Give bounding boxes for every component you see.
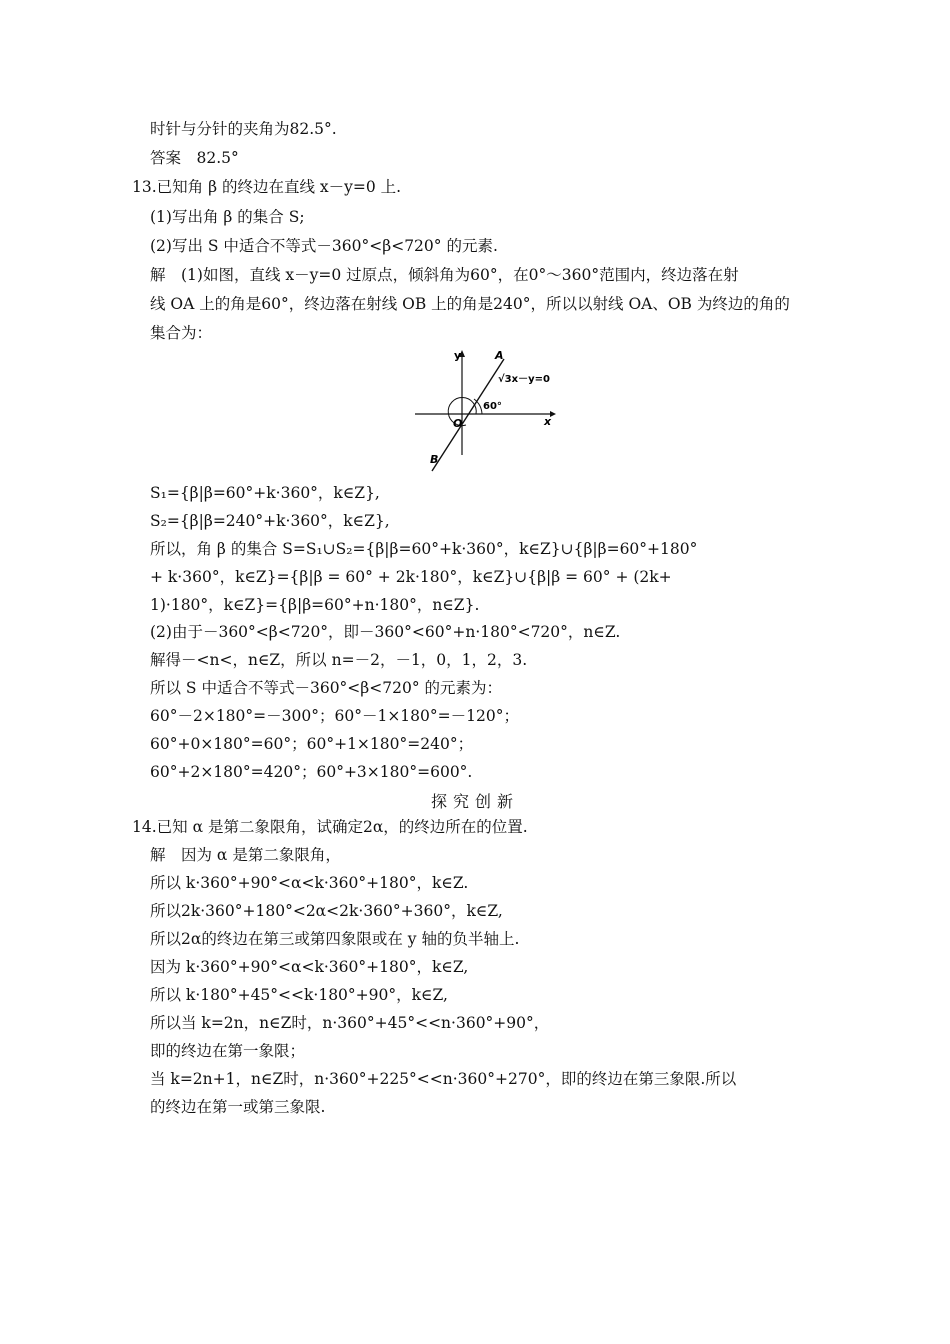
text-line: 所以2α的终边在第三或第四象限或在 y 轴的负半轴上. bbox=[150, 930, 520, 948]
text-line: 即的终边在第一象限； bbox=[150, 1042, 306, 1060]
problem-13-title: 13.已知角 β 的终边在直线 x－y=0 上. bbox=[132, 178, 402, 196]
text-line: 60°+0×180°=60°；60°+1×180°=240°； bbox=[150, 735, 474, 753]
point-a-label: A bbox=[495, 349, 504, 362]
text-line: 时针与分针的夹角为82.5°. bbox=[150, 120, 337, 138]
y-label: y bbox=[454, 349, 462, 362]
section-heading: 探究创新 bbox=[430, 792, 519, 811]
text-line: S₂={β|β=240°+k·360°，k∈Z}, bbox=[150, 512, 390, 530]
answer-line: 答案 82.5° bbox=[150, 149, 239, 167]
text-line: 60°+2×180°=420°；60°+3×180°=600°. bbox=[150, 763, 473, 781]
text-line: + k·360°，k∈Z}={β|β = 60° + 2k·180°，k∈Z}∪{β|β = 60° + (2k+ bbox=[150, 568, 672, 586]
text-line: 解 (1)如图，直线 x－y=0 过原点，倾斜角为60°，在0°～360°范围内，终边落在射 bbox=[150, 266, 739, 284]
equation-label: √3x－y=0 bbox=[498, 374, 550, 385]
text-line: 所以 k·180°+45°<<k·180°+90°，k∈Z, bbox=[150, 986, 448, 1004]
problem-14-title: 14.已知 α 是第二象限角，试确定2α，的终边所在的位置. bbox=[132, 818, 528, 836]
text-line: 因为 k·360°+90°<α<k·360°+180°，k∈Z, bbox=[150, 958, 469, 976]
text-line: (2)由于－360°<β<720°，即－360°<60°+n·180°<720°，n∈Z. bbox=[150, 623, 621, 641]
angle-figure bbox=[410, 345, 560, 475]
angle-label: 60° bbox=[483, 401, 502, 412]
text-line: 所以 S 中适合不等式－360°<β<720° 的元素为： bbox=[150, 679, 503, 697]
text-line: 1)·180°，k∈Z}={β|β=60°+n·180°，n∈Z}. bbox=[150, 596, 480, 614]
text-line: 所以2k·360°+180°<2α<2k·360°+360°，k∈Z, bbox=[150, 902, 503, 920]
text-line: 集合为： bbox=[150, 324, 213, 342]
text-line: 60°－2×180°=－300°；60°－1×180°=－120°； bbox=[150, 707, 519, 725]
origin-label: O bbox=[453, 417, 463, 430]
text-line: 的终边在第一或第三象限. bbox=[150, 1098, 326, 1116]
text-line: 解得－<n<，n∈Z，所以 n=－2，－1，0，1，2，3. bbox=[150, 651, 528, 669]
text-line: 所以，角 β 的集合 S=S₁∪S₂={β|β=60°+k·360°，k∈Z}∪{β|β=60°+180° bbox=[150, 540, 698, 558]
text-line: 线 OA 上的角是60°，终边落在射线 OB 上的角是240°，所以以射线 OA、OB 为终边的角的 bbox=[150, 295, 790, 313]
text-line: 所以 k·360°+90°<α<k·360°+180°，k∈Z. bbox=[150, 874, 469, 892]
text-line: (1)写出角 β 的集合 S; bbox=[150, 208, 305, 226]
text-line: S₁={β|β=60°+k·360°，k∈Z}, bbox=[150, 484, 380, 502]
line-ab bbox=[432, 359, 504, 471]
text-line: 解 因为 α 是第二象限角， bbox=[150, 846, 341, 864]
text-line: 所以当 k=2n，n∈Z时，n·360°+45°<<n·360°+90°， bbox=[150, 1014, 550, 1032]
point-b-label: B bbox=[430, 453, 439, 466]
text-line: (2)写出 S 中适合不等式－360°<β<720° 的元素. bbox=[150, 237, 498, 255]
text-line: 当 k=2n+1，n∈Z时，n·360°+225°<<n·360°+270°，即的终边在第三象限.所以 bbox=[150, 1070, 737, 1088]
x-label: x bbox=[544, 415, 552, 428]
